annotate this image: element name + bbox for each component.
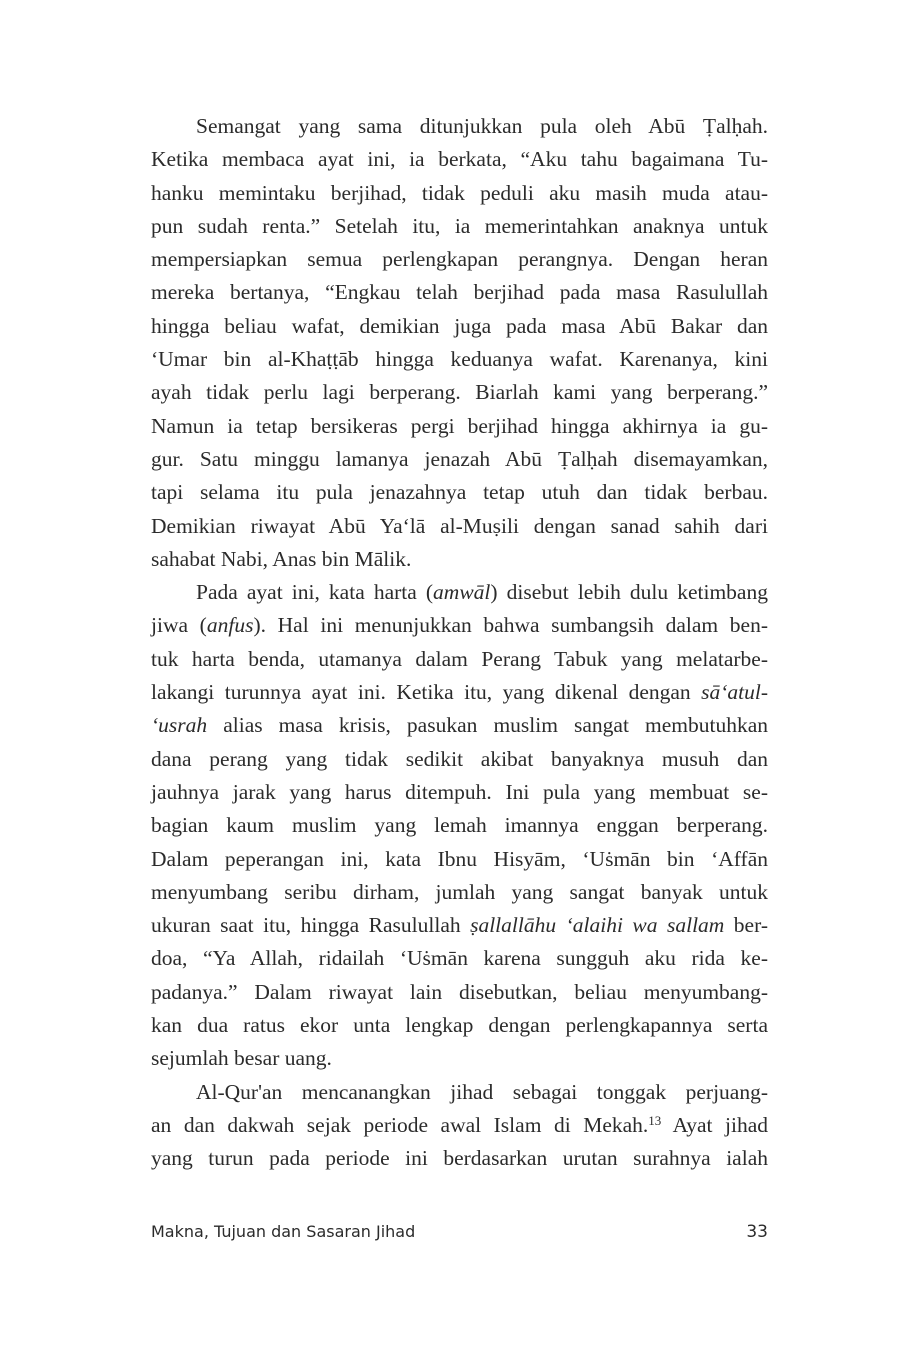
text-line: Semangat yang sama ditunjukkan pula oleh Abū Ṭalḥah. [196, 114, 768, 138]
text-line: Al-Qur'an mencanangkan jihad sebagai tonggak perjuang- [196, 1079, 768, 1104]
text-line: hanku memintaku berjihad, tidak peduli aku masih muda atau- [151, 180, 768, 205]
text-line: ukuran saat itu, hingga Rasulullah ṣallallāhu ‘alaihi wa sallam ber- [151, 913, 768, 938]
page-footer [151, 1222, 768, 1250]
italic-term: ṣallallāhu ‘alaihi wa sallam [470, 913, 725, 938]
text-line: sejumlah besar uang. [151, 1046, 332, 1071]
text-line: lakangi turunnya ayat ini. Ketika itu, yang dikenal dengan sā‘atul- [151, 680, 768, 705]
paragraph-3 [151, 1076, 768, 1176]
text-line: kan dua ratus ekor unta lengkap dengan perlengkapannya serta [151, 1013, 768, 1038]
body-text [151, 110, 768, 1176]
text-line: an dan dakwah sejak periode awal Islam di Mekah.$^{13}$ Ayat jihad [151, 1112, 768, 1137]
text-line: mempersiapkan semua perlengkapan perangnya. Dengan heran [151, 247, 768, 272]
text-line: Namun ia tetap bersikeras pergi berjihad hingga akhirnya ia gu- [151, 413, 768, 438]
italic-term: sā‘atul- [701, 680, 768, 705]
text-line: Pada ayat ini, kata harta (amwāl) disebut lebih dulu ketimbang [196, 580, 768, 605]
text-line: sahabat Nabi, Anas bin Mālik. [151, 546, 412, 571]
text-line: bagian kaum muslim yang lemah imannya enggan berperang. [151, 813, 768, 838]
italic-term: anfus [206, 613, 254, 638]
text-line: ayah tidak perlu lagi berperang. Biarlah kami yang berperang.” [151, 380, 768, 405]
page-number: 33 [746, 1222, 768, 1242]
text-line: ‘usrah alias masa krisis, pasukan muslim sangat membutuhkan [151, 713, 768, 738]
italic-term: amwāl [433, 580, 491, 605]
text-line: jauhnya jarak yang harus ditempuh. Ini pula yang membuat se- [151, 779, 768, 804]
text-line: hingga beliau wafat, demikian juga pada masa Abū Bakar dan [151, 313, 768, 338]
text-line: tapi selama itu pula jenazahnya tetap utuh dan tidak berbau. [151, 480, 768, 505]
text-line: jiwa (anfus). Hal ini menunjukkan bahwa sumbangsih dalam ben- [151, 613, 768, 638]
text-line: mereka bertanya, “Engkau telah berjihad pada masa Rasulullah [151, 280, 768, 305]
text-line: Ketika membaca ayat ini, ia berkata, “Aku tahu bagaimana Tu- [151, 147, 768, 172]
footnote-marker: 13 [648, 1112, 662, 1128]
text-line: gur. Satu minggu lamanya jenazah Abū Ṭalḥah disemayamkan, [151, 446, 768, 471]
text-line: Dalam peperangan ini, kata Ibnu Hisyām, ‘Uṡmān bin ‘Affān [151, 846, 768, 871]
text-line: doa, “Ya Allah, ridailah ‘Uṡmān karena sungguh aku rida ke- [151, 946, 768, 971]
text-line: yang turun pada periode ini berdasarkan urutan surahnya ialah [151, 1146, 768, 1171]
italic-term: ‘usrah [151, 713, 208, 738]
running-title: Makna, Tujuan dan Sasaran Jihad [151, 1222, 416, 1241]
text-line: ‘Umar bin al-Khaṭṭāb hingga keduanya wafat. Karenanya, kini [151, 347, 768, 372]
text-line: menyumbang seribu dirham, jumlah yang sangat banyak untuk [151, 879, 768, 904]
text-line: pun sudah renta.” Setelah itu, ia memerintahkan anaknya untuk [151, 213, 768, 238]
paragraph-2 [151, 576, 768, 1075]
text-line: dana perang yang tidak sedikit akibat banyaknya musuh dan [151, 746, 768, 771]
paragraph-1 [151, 110, 768, 576]
text-line: Demikian riwayat Abū Ya‘lā al-Muṣili dengan sanad sahih dari [151, 513, 768, 538]
text-line: tuk harta benda, utamanya dalam Perang Tabuk yang melatarbe- [151, 646, 768, 671]
text-line: padanya.” Dalam riwayat lain disebutkan, beliau menyumbang- [151, 979, 768, 1004]
